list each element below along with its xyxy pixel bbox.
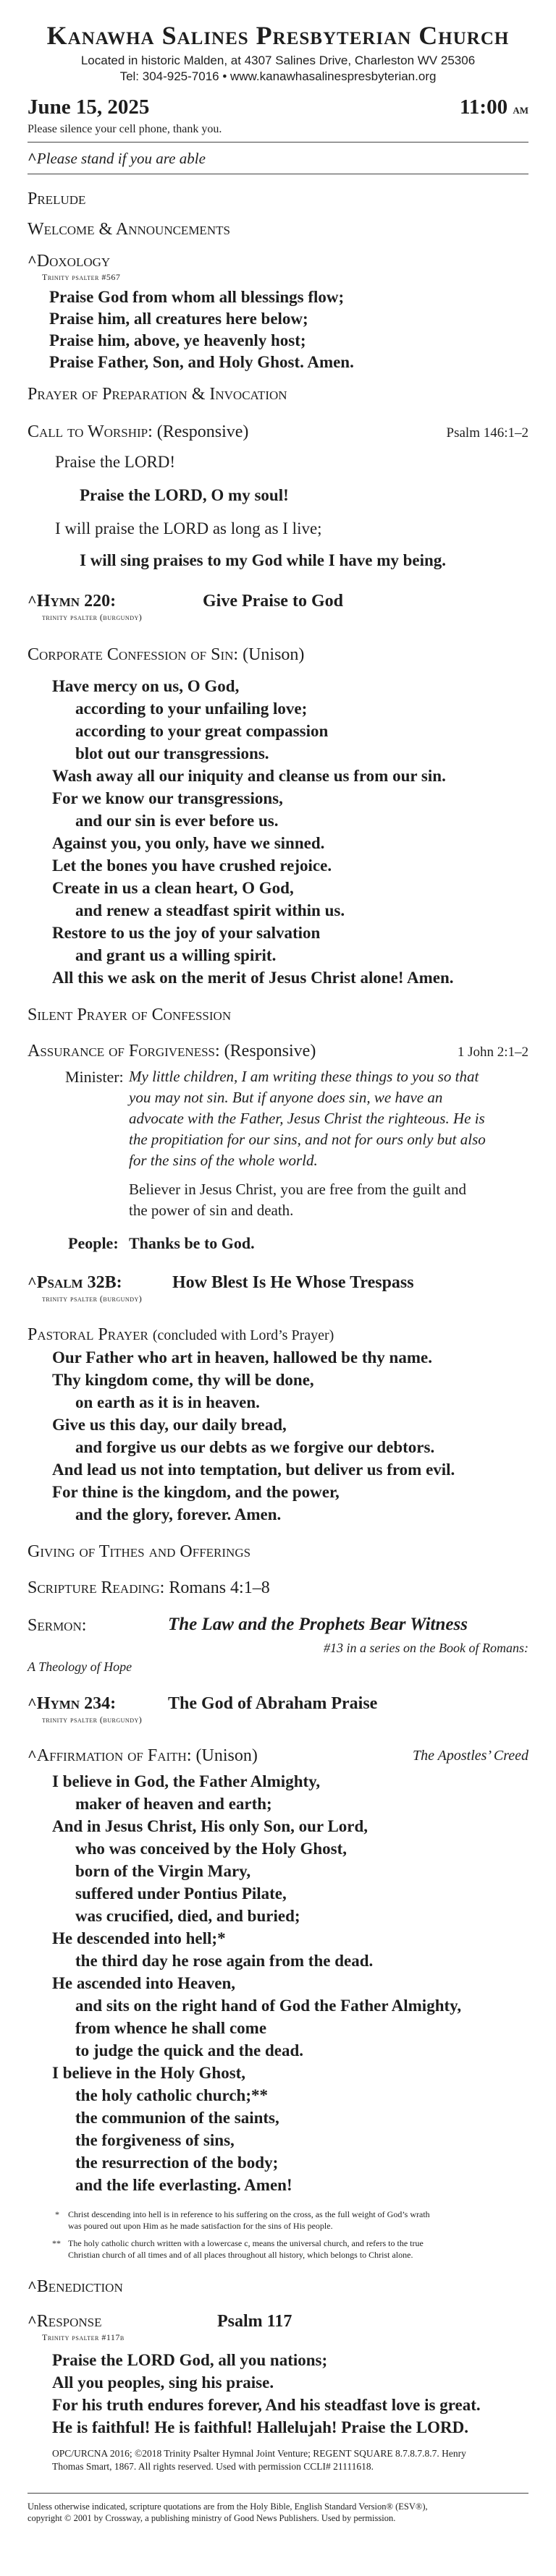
creed-line: And in Jesus Christ, His only Son, our Lord, xyxy=(52,1817,368,1835)
call-to-worship-heading xyxy=(28,422,248,442)
doxology-line: Praise him, above, ye heavenly host; xyxy=(49,331,306,349)
creed-line: He descended into hell;* xyxy=(52,1929,226,1947)
service-time-ampm: am xyxy=(513,102,528,116)
creed-line: the third day he rose again from the dead. xyxy=(75,1952,374,1970)
hymn-234-label: Hymn 234: xyxy=(36,1694,117,1713)
minister-line: advocate with the Father, Jesus Christ the righteous. He is xyxy=(129,1110,485,1127)
lords-prayer-line: and forgive us our debts as we forgive our debtors. xyxy=(75,1438,435,1456)
confession-title: Corporate Confession of Sin: xyxy=(28,645,239,664)
people-response: Thanks be to God. xyxy=(129,1234,255,1252)
creed-line: suffered under Pontius Pilate, xyxy=(75,1884,287,1903)
creed-line: I believe in the Holy Ghost, xyxy=(52,2064,246,2082)
footnote-mark: * xyxy=(55,2209,59,2219)
hymn-220-title: Give Praise to God xyxy=(203,592,343,611)
minister-line: the propitiation for our sins, and not for ours only but also xyxy=(129,1131,486,1148)
confession-line: Create in us a clean heart, O God, xyxy=(52,879,294,897)
divider xyxy=(28,2493,528,2494)
footnote-line: Christ descending into hell is in reference to his suffering on the cross, as the full weight of God’s wrath xyxy=(68,2209,430,2219)
footer-line: copyright © 2001 by Crossway, a publishing ministry of Good News Publishers. Used by permission. xyxy=(28,2513,396,2523)
footer-line: Unless otherwise indicated, scripture quotations are from the Holy Bible, English Standard Version® (ESV®), xyxy=(28,2501,428,2512)
benediction-title: Benediction xyxy=(36,2277,123,2296)
hymn-234-source: trinity psalter (burgundy) xyxy=(42,1714,143,1725)
people-label: People: xyxy=(68,1234,119,1252)
service-date: June 15, 2025 xyxy=(28,95,150,119)
footnote-line: The holy catholic church written with a lowercase c, means the universal church, and refers to the true xyxy=(68,2238,424,2248)
leader-line: I will praise the LORD as long as I live; xyxy=(55,519,322,537)
church-address: Located in historic Malden, at 4307 Salines Drive, Charleston WV 25306 xyxy=(80,54,476,67)
tithes-heading: Giving of Tithes and Offerings xyxy=(28,1542,251,1561)
call-to-worship-mode: (Responsive) xyxy=(156,422,249,441)
stand-chevron-icon: ^ xyxy=(28,592,37,610)
creed-line: was crucified, died, and buried; xyxy=(75,1907,300,1925)
doxology-source: Trinity psalter #567 xyxy=(42,272,121,282)
assurance-title: Assurance of Forgiveness: xyxy=(28,1042,220,1060)
confession-line: Have mercy on us, O God, xyxy=(52,677,240,695)
lords-prayer-line: and the glory, forever. Amen. xyxy=(75,1505,282,1523)
stand-notice-row xyxy=(28,149,206,168)
pastoral-prayer-heading xyxy=(28,1325,334,1345)
response-line: For his truth endures forever, And his steadfast love is great. xyxy=(52,2396,481,2414)
response-copyright: OPC/URCNA 2016; ©2018 Trinity Psalter Hymnal Joint Venture; REGENT SQUARE 8.7.8.7.8.7. Henry xyxy=(52,2448,466,2459)
sermon-title: The Law and the Prophets Bear Witness xyxy=(168,1615,468,1634)
hymn-220-label: Hymn 220: xyxy=(36,592,117,611)
confession-line: Let the bones you have crushed rejoice. xyxy=(52,856,332,875)
confession-line: according to your great compassion xyxy=(75,722,329,740)
creed-line: who was conceived by the Holy Ghost, xyxy=(75,1840,348,1858)
call-to-worship-title: Call to Worship: xyxy=(28,422,153,441)
psalm-32b-label: Psalm 32B: xyxy=(36,1273,122,1292)
confession-heading xyxy=(28,645,304,665)
response-source: Trinity psalter #117b xyxy=(42,2332,125,2342)
lords-prayer-line: And lead us not into temptation, but deliver us from evil. xyxy=(52,1461,455,1479)
assurance-heading xyxy=(28,1042,316,1061)
creed-line: the resurrection of the body; xyxy=(75,2154,279,2172)
scripture-heading xyxy=(28,1578,270,1598)
footnote-line: was poured out upon Him as he made satisfaction for the sins of His people. xyxy=(68,2221,333,2231)
response-line: He is faithful! He is faithful! Hallelujah! Praise the LORD. xyxy=(52,2418,468,2436)
confession-line: Against you, you only, have we sinned. xyxy=(52,834,325,852)
silence-notice: Please silence your cell phone, thank you. xyxy=(28,123,222,135)
prayer-prep-heading: Prayer of Preparation & Invocation xyxy=(28,385,287,404)
lords-prayer-line: on earth as it is in heaven. xyxy=(75,1393,260,1411)
response-label: Response xyxy=(36,2312,102,2331)
sermon-series: #13 in a series on the Book of Romans: xyxy=(324,1641,528,1655)
stand-notice: Please stand if you are able xyxy=(36,150,206,167)
confession-line: and our sin is ever before us. xyxy=(75,812,279,830)
stand-chevron-icon: ^ xyxy=(28,2312,37,2330)
doxology-line: Praise God from whom all blessings flow; xyxy=(49,288,345,306)
stand-chevron-icon: ^ xyxy=(28,1694,37,1712)
doxology-line: Praise him, all creatures here below; xyxy=(49,310,308,328)
lords-prayer-line: Give us this day, our daily bread, xyxy=(52,1416,287,1434)
stand-chevron-icon: ^ xyxy=(28,1746,37,1764)
confession-line: according to your unfailing love; xyxy=(75,700,308,718)
creed-line: born of the Virgin Mary, xyxy=(75,1862,251,1880)
divider xyxy=(28,142,528,143)
believer-line: Believer in Jesus Christ, you are free from the guilt and xyxy=(129,1181,466,1198)
assurance-mode: (Responsive) xyxy=(224,1042,316,1060)
psalm-32b-heading xyxy=(28,1273,122,1293)
footnote-line: Christian church of all times and of all places throughout all history, which belongs to Christ alone. xyxy=(68,2250,413,2260)
creed-name: The Apostles’ Creed xyxy=(413,1748,528,1764)
service-time-value: 11:00 xyxy=(460,95,508,119)
pastoral-prayer-title: Pastoral Prayer xyxy=(28,1325,148,1344)
lords-prayer-line: Thy kingdom come, thy will be done, xyxy=(52,1371,314,1389)
doxology-heading xyxy=(28,252,110,271)
minister-line: you may not sin. But if anyone does sin, we have an xyxy=(129,1089,443,1106)
doxology-title: Doxology xyxy=(36,252,111,271)
people-line: Praise the LORD, O my soul! xyxy=(80,486,289,504)
psalm-32b-source: trinity psalter (burgundy) xyxy=(42,1293,143,1304)
hymn-220-heading xyxy=(28,592,116,611)
service-time xyxy=(460,95,528,119)
lords-prayer-line: For thine is the kingdom, and the power, xyxy=(52,1483,340,1501)
confession-line: Wash away all our iniquity and cleanse us from our sin. xyxy=(52,767,446,785)
hymn-234-title: The God of Abraham Praise xyxy=(168,1694,378,1713)
leader-line: Praise the LORD! xyxy=(55,453,176,471)
creed-line: maker of heaven and earth; xyxy=(75,1795,272,1813)
response-line: Praise the LORD God, all you nations; xyxy=(52,2351,328,2369)
people-line: I will sing praises to my God while I have my being. xyxy=(80,551,447,569)
believer-line: the power of sin and death. xyxy=(129,1202,294,1219)
response-heading xyxy=(28,2312,102,2331)
creed-line: the holy catholic church;** xyxy=(75,2086,268,2104)
sermon-series-title: A Theology of Hope xyxy=(28,1659,132,1674)
stand-chevron-icon: ^ xyxy=(28,149,37,167)
church-name: Kanawha Salines Presbyterian Church xyxy=(46,21,510,50)
minister-line: My little children, I am writing these things to you so that xyxy=(129,1068,479,1085)
doxology-line: Praise Father, Son, and Holy Ghost. Amen. xyxy=(49,353,354,371)
confession-line: All this we ask on the merit of Jesus Christ alone! Amen. xyxy=(52,969,454,987)
pastoral-prayer-note: (concluded with Lord’s Prayer) xyxy=(152,1327,334,1343)
call-to-worship-reference: Psalm 146:1–2 xyxy=(446,425,528,441)
confession-line: For we know our transgressions, xyxy=(52,789,283,807)
affirmation-title: Affirmation of Faith: xyxy=(36,1746,192,1765)
response-copyright: Thomas Smart, 1867. All rights reserved. Used with permission CCLI# 21111618. xyxy=(52,2461,374,2472)
hymn-234-heading xyxy=(28,1694,116,1714)
confession-line: Restore to us the joy of your salvation xyxy=(52,924,321,942)
psalm-32b-title: How Blest Is He Whose Trespass xyxy=(172,1273,414,1292)
benediction-heading xyxy=(28,2277,123,2297)
hymn-220-source: trinity psalter (burgundy) xyxy=(42,612,143,622)
creed-line: and the life everlasting. Amen! xyxy=(75,2176,292,2194)
creed-line: the forgiveness of sins, xyxy=(75,2131,235,2149)
response-title: Psalm 117 xyxy=(217,2312,292,2331)
stand-chevron-icon: ^ xyxy=(28,1273,37,1291)
creed-line: from whence he shall come xyxy=(75,2019,267,2037)
confession-line: blot out our transgressions. xyxy=(75,744,269,762)
stand-chevron-icon: ^ xyxy=(28,252,37,270)
creed-line: I believe in God, the Father Almighty, xyxy=(52,1772,321,1790)
scripture-title: Scripture Reading: xyxy=(28,1578,165,1597)
minister-line: for the sins of the whole world. xyxy=(129,1152,318,1169)
lords-prayer-line: Our Father who art in heaven, hallowed be thy name. xyxy=(52,1348,432,1366)
minister-label: Minister: xyxy=(65,1068,124,1086)
creed-line: to judge the quick and the dead. xyxy=(75,2041,304,2059)
footnote-mark: ** xyxy=(52,2238,61,2248)
affirmation-heading xyxy=(28,1746,258,1766)
creed-line: He ascended into Heaven, xyxy=(52,1974,235,1992)
confession-line: and grant us a willing spirit. xyxy=(75,946,277,964)
welcome-heading: Welcome & Announcements xyxy=(28,220,230,239)
creed-line: the communion of the saints, xyxy=(75,2109,279,2127)
response-line: All you peoples, sing his praise. xyxy=(52,2373,274,2392)
church-contact: Tel: 304-925-7016 • www.kanawhasalinespresbyterian.org xyxy=(119,69,437,83)
confession-line: and renew a steadfast spirit within us. xyxy=(75,901,345,919)
sermon-label: Sermon: xyxy=(28,1616,87,1635)
silent-prayer-heading: Silent Prayer of Confession xyxy=(28,1006,232,1024)
creed-line: and sits on the right hand of God the Father Almighty, xyxy=(75,1997,462,2015)
prelude-heading: Prelude xyxy=(28,190,86,208)
scripture-reference: Romans 4:1–8 xyxy=(169,1578,270,1597)
confession-mode: (Unison) xyxy=(243,645,305,664)
stand-chevron-icon: ^ xyxy=(28,2277,37,2295)
affirmation-mode: (Unison) xyxy=(195,1746,258,1765)
assurance-reference: 1 John 2:1–2 xyxy=(457,1045,528,1060)
